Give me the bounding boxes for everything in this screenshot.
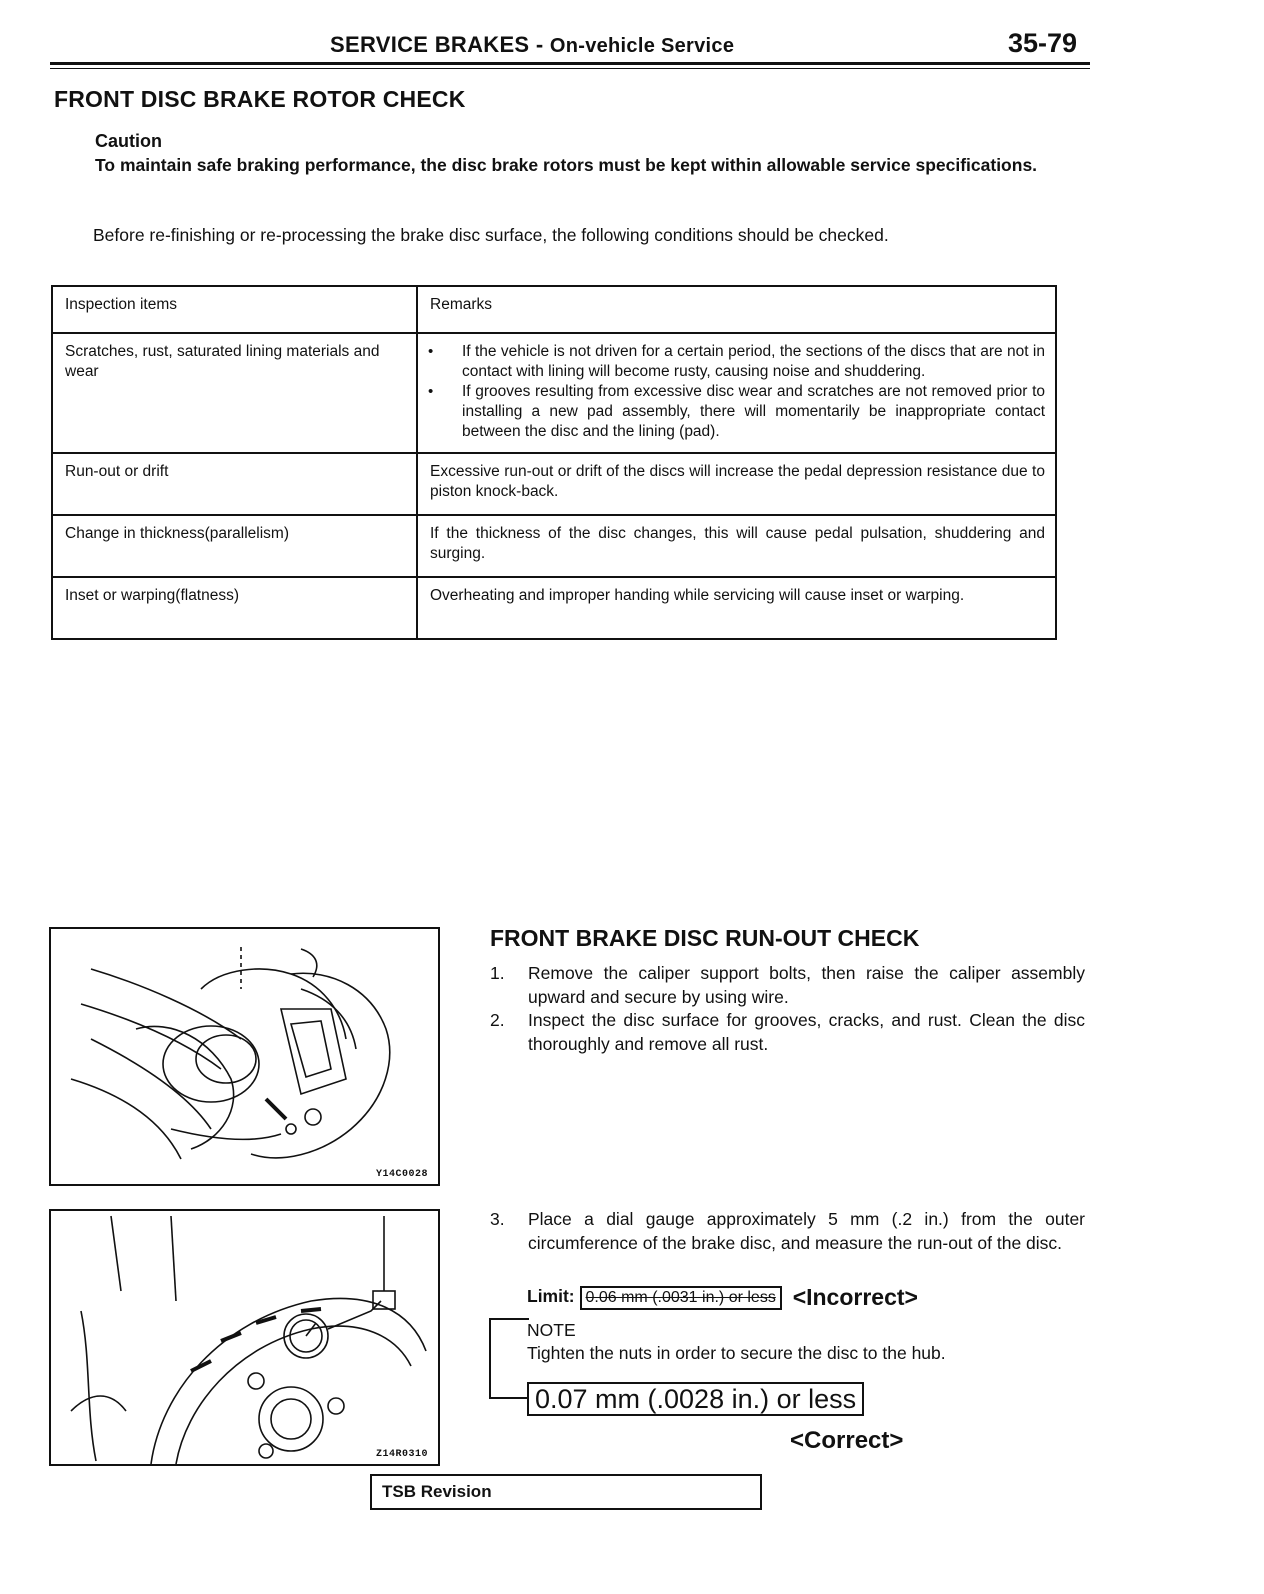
caution-text: To maintain safe braking performance, the disc brake rotors must be kept within allowable service specifications. bbox=[95, 155, 1038, 175]
tsb-revision-label: TSB Revision bbox=[382, 1482, 492, 1501]
table-header-cell: Inspection items bbox=[52, 286, 417, 333]
step-text: Remove the caliper support bolts, then raise the caliper assembly upward and secure by using wire. bbox=[528, 963, 1085, 1007]
figure-dial-gauge bbox=[49, 1209, 440, 1466]
page-header-title bbox=[330, 32, 734, 58]
header-separator: - bbox=[529, 32, 550, 57]
table-cell-remark: Excessive run-out or drift of the discs will increase the pedal depression resistance due to piston knock-back. bbox=[417, 453, 1056, 515]
table-cell-remark: Overheating and improper handing while servicing will cause inset or warping. bbox=[417, 577, 1056, 639]
correct-tag: <Correct> bbox=[790, 1427, 904, 1454]
table-cell-item: Scratches, rust, saturated lining materials and wear bbox=[52, 333, 417, 453]
correction-bracket bbox=[489, 1318, 529, 1399]
table-cell-item: Change in thickness(parallelism) bbox=[52, 515, 417, 577]
list-item bbox=[490, 1208, 1085, 1255]
step-number: 3. bbox=[490, 1209, 505, 1229]
limit-row bbox=[527, 1284, 918, 1311]
table-cell-item: Inset or warping(flatness) bbox=[52, 577, 417, 639]
list-item bbox=[490, 962, 1085, 1009]
header-title: SERVICE BRAKES bbox=[330, 32, 530, 57]
incorrect-tag: <Incorrect> bbox=[792, 1284, 918, 1310]
steps-list-cont bbox=[490, 1208, 1085, 1255]
steps-list bbox=[490, 962, 1085, 1056]
table-row bbox=[52, 453, 1056, 515]
table-row bbox=[52, 577, 1056, 639]
note-text: Tighten the nuts in order to secure the disc to the hub. bbox=[527, 1343, 946, 1363]
step-number: 2. bbox=[490, 1010, 505, 1030]
table-row bbox=[52, 515, 1056, 577]
step-text: Place a dial gauge approximately 5 mm (.2 in.) from the outer circumference of the brake disc, and measure the run-out of the disc. bbox=[528, 1209, 1085, 1253]
note-heading: NOTE bbox=[527, 1320, 576, 1340]
inspection-table bbox=[51, 285, 1057, 640]
figure-caliper-removal bbox=[49, 927, 440, 1186]
remark-bullet-list bbox=[430, 342, 1045, 442]
tsb-revision-box bbox=[370, 1474, 762, 1510]
table-cell-remark bbox=[417, 333, 1056, 453]
table-cell-item: Run-out or drift bbox=[52, 453, 417, 515]
caliper-illustration bbox=[51, 929, 438, 1184]
header-rule bbox=[50, 62, 1090, 65]
page-number: 35-79 bbox=[1008, 28, 1078, 58]
caution-heading: Caution bbox=[95, 131, 162, 151]
table-cell-remark: If the thickness of the disc changes, this will cause pedal pulsation, shuddering and surging. bbox=[417, 515, 1056, 577]
figure-code: Z14R0310 bbox=[375, 1449, 428, 1460]
table-header-row bbox=[52, 286, 1056, 333]
list-item: • If grooves resulting from excessive disc wear and scratches are not removed prior to installing a new pad assembly, there will momentarily be inappropriate contact between the disc and the lining (pad). bbox=[430, 382, 1045, 442]
intro-paragraph: Before re-finishing or re-processing the brake disc surface, the following conditions should be checked. bbox=[93, 225, 889, 245]
table-header-cell: Remarks bbox=[417, 286, 1056, 333]
section-title-rotor-check: FRONT DISC BRAKE ROTOR CHECK bbox=[54, 86, 466, 112]
limit-old-value: 0.06 mm (.0031 in.) or less bbox=[580, 1286, 782, 1310]
section-title-runout-check: FRONT BRAKE DISC RUN-OUT CHECK bbox=[490, 925, 920, 951]
list-item: • If the vehicle is not driven for a certain period, the sections of the discs that are not in contact with lining will become rusty, causing noise and shuddering. bbox=[430, 342, 1045, 382]
dial-gauge-illustration bbox=[51, 1211, 438, 1464]
table-row bbox=[52, 333, 1056, 453]
limit-label: Limit: bbox=[527, 1286, 575, 1307]
limit-new-value: 0.07 mm (.0028 in.) or less bbox=[527, 1382, 864, 1416]
step-text: Inspect the disc surface for grooves, cracks, and rust. Clean the disc thoroughly and remove all rust. bbox=[528, 1010, 1085, 1054]
header-subtitle: On-vehicle Service bbox=[549, 35, 735, 57]
step-number: 1. bbox=[490, 963, 505, 983]
figure-code: Y14C0028 bbox=[375, 1169, 428, 1180]
list-item bbox=[490, 1009, 1085, 1056]
header-rule-thin bbox=[50, 68, 1090, 69]
